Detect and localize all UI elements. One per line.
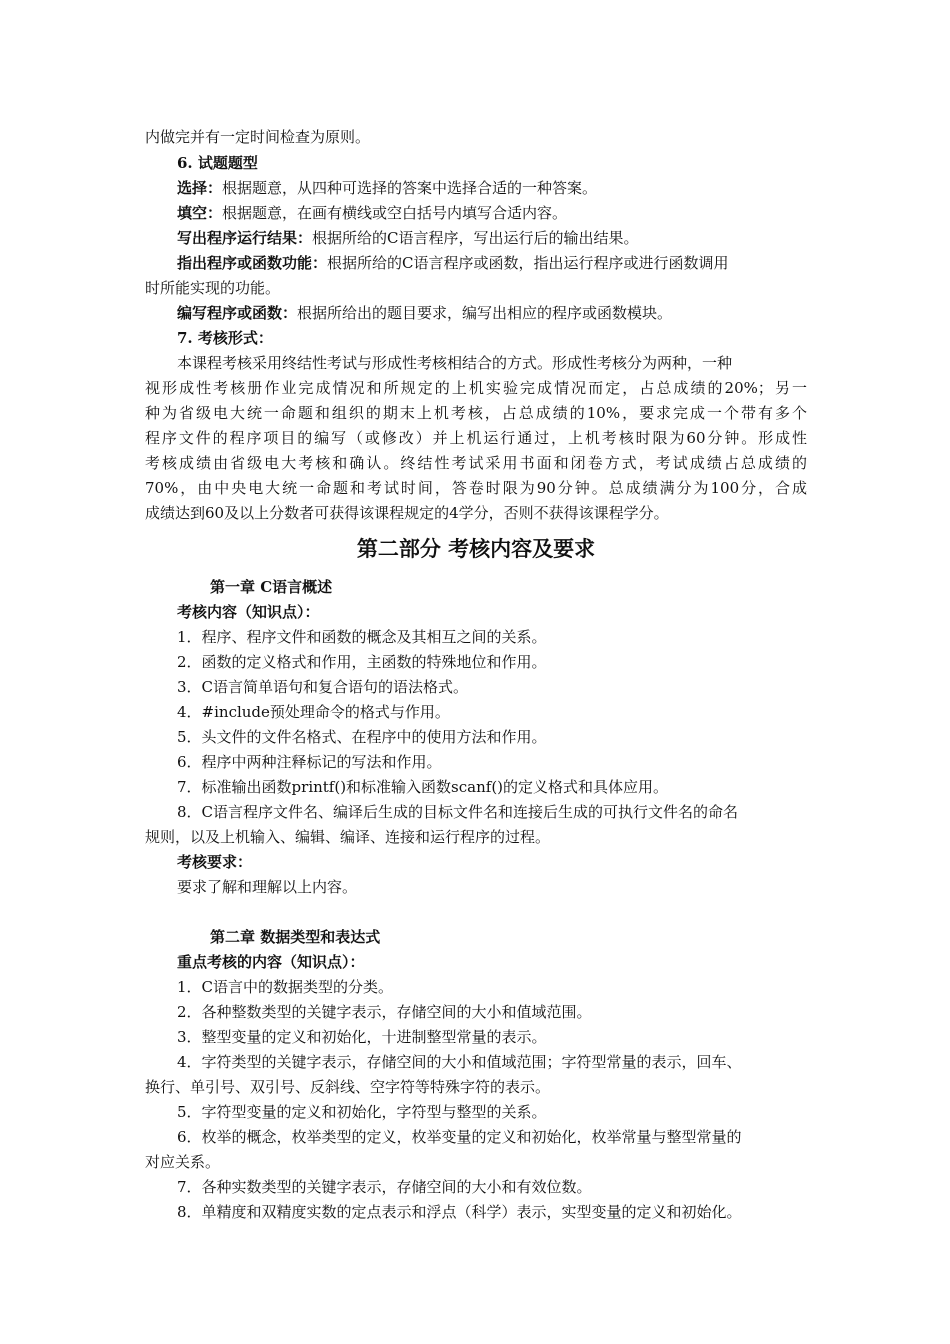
term-label: 选择：	[177, 179, 223, 197]
paragraph-line: 视形成性考核册作业完成情况和所规定的上机实验完成情况而定，占总成绩的20%；另一	[145, 379, 807, 397]
section-heading: 7. 考核形式：	[177, 329, 273, 347]
item-line	[177, 227, 639, 251]
item-line	[177, 252, 729, 276]
list-item: 6．程序中两种注释标记的写法和作用。	[177, 753, 442, 771]
list-item: 1．C语言中的数据类型的分类。	[177, 978, 394, 996]
list-item: 2．各种整数类型的关键字表示，存储空间的大小和值域范围。	[177, 1003, 592, 1021]
list-item: 8．C语言程序文件名、编译后生成的目标文件名和连接后生成的可执行文件名的命名	[177, 803, 739, 821]
paragraph-line: 本课程考核采用终结性考试与形成性考核相结合的方式。形成性考核分为两种，一种	[177, 354, 733, 372]
paragraph-line: 70%，由中央电大统一命题和考试时间，答卷时限为90分钟。总成绩满分为100分，合成	[145, 479, 807, 497]
paragraph-line: 时所能实现的功能。	[145, 279, 281, 297]
list-item-continued: 对应关系。	[145, 1153, 221, 1171]
list-item: 3．整型变量的定义和初始化，十进制整型常量的表示。	[177, 1028, 547, 1046]
list-item-continued: 规则，以及上机输入、编辑、编译、连接和运行程序的过程。	[145, 828, 551, 846]
chapter-title: 第一章 C语言概述	[210, 578, 333, 596]
term-label: 填空：	[177, 204, 223, 222]
part-heading: 第二部分 考核内容及要求	[356, 536, 596, 561]
list-item: 8．单精度和双精度实数的定点表示和浮点（科学）表示，实型变量的定义和初始化。	[177, 1203, 742, 1221]
paragraph-line: 成绩达到60及以上分数者可获得该课程规定的4学分，否则不获得该课程学分。	[145, 504, 669, 522]
list-item: 5．字符型变量的定义和初始化，字符型与整型的关系。	[177, 1103, 547, 1121]
paragraph-line: 程序文件的程序项目的编写（或修改）并上机运行通过，上机考核时限为60分钟。形成性	[145, 429, 807, 447]
term-text: 根据所给的C语言程序或函数，指出运行程序或进行函数调用	[327, 254, 729, 272]
subsection-title: 考核内容（知识点）：	[177, 603, 320, 621]
subsection-title: 重点考核的内容（知识点）：	[177, 953, 365, 971]
list-item: 5．头文件的文件名格式、在程序中的使用方法和作用。	[177, 728, 547, 746]
item-line	[177, 202, 567, 226]
term-text: 根据题意，在画有横线或空白括号内填写合适内容。	[222, 204, 568, 222]
term-label: 编写程序或函数：	[177, 304, 298, 322]
section-heading: 6. 试题题型	[177, 154, 258, 172]
term-label: 写出程序运行结果：	[177, 229, 313, 247]
paragraph-line: 内做完并有一定时间检查为原则。	[145, 128, 371, 146]
item-line	[177, 177, 597, 201]
chapter-title: 第二章 数据类型和表达式	[210, 928, 381, 946]
list-item: 7．标准输出函数printf()和标准输入函数scanf()的定义格式和具体应用。	[177, 778, 669, 796]
list-item: 2．函数的定义格式和作用，主函数的特殊地位和作用。	[177, 653, 547, 671]
term-text: 根据所给的C语言程序，写出运行后的输出结果。	[312, 229, 639, 247]
paragraph-line: 要求了解和理解以上内容。	[177, 878, 358, 896]
list-item: 4．#include预处理命令的格式与作用。	[177, 703, 450, 721]
list-item: 6．枚举的概念，枚举类型的定义，枚举变量的定义和初始化，枚举常量与整型常量的	[177, 1128, 742, 1146]
list-item-continued: 换行、单引号、双引号、反斜线、空字符等特殊字符的表示。	[145, 1078, 551, 1096]
term-text: 根据题意，从四种可选择的答案中选择合适的一种答案。	[222, 179, 598, 197]
subsection-title: 考核要求：	[177, 853, 253, 871]
term-label: 指出程序或函数功能：	[177, 254, 328, 272]
list-item: 4．字符类型的关键字表示，存储空间的大小和值域范围；字符型常量的表示，回车、	[177, 1053, 742, 1071]
list-item: 7．各种实数类型的关键字表示，存储空间的大小和有效位数。	[177, 1178, 592, 1196]
term-text: 根据所给出的题目要求，编写出相应的程序或函数模块。	[297, 304, 673, 322]
paragraph-line: 种为省级电大统一命题和组织的期末上机考核，占总成绩的10%，要求完成一个带有多个	[145, 404, 807, 422]
paragraph-line: 考核成绩由省级电大考核和确认。终结性考试采用书面和闭卷方式，考试成绩占总成绩的	[145, 454, 807, 472]
item-line	[177, 302, 672, 326]
list-item: 1．程序、程序文件和函数的概念及其相互之间的关系。	[177, 628, 547, 646]
list-item: 3．C语言简单语句和复合语句的语法格式。	[177, 678, 469, 696]
